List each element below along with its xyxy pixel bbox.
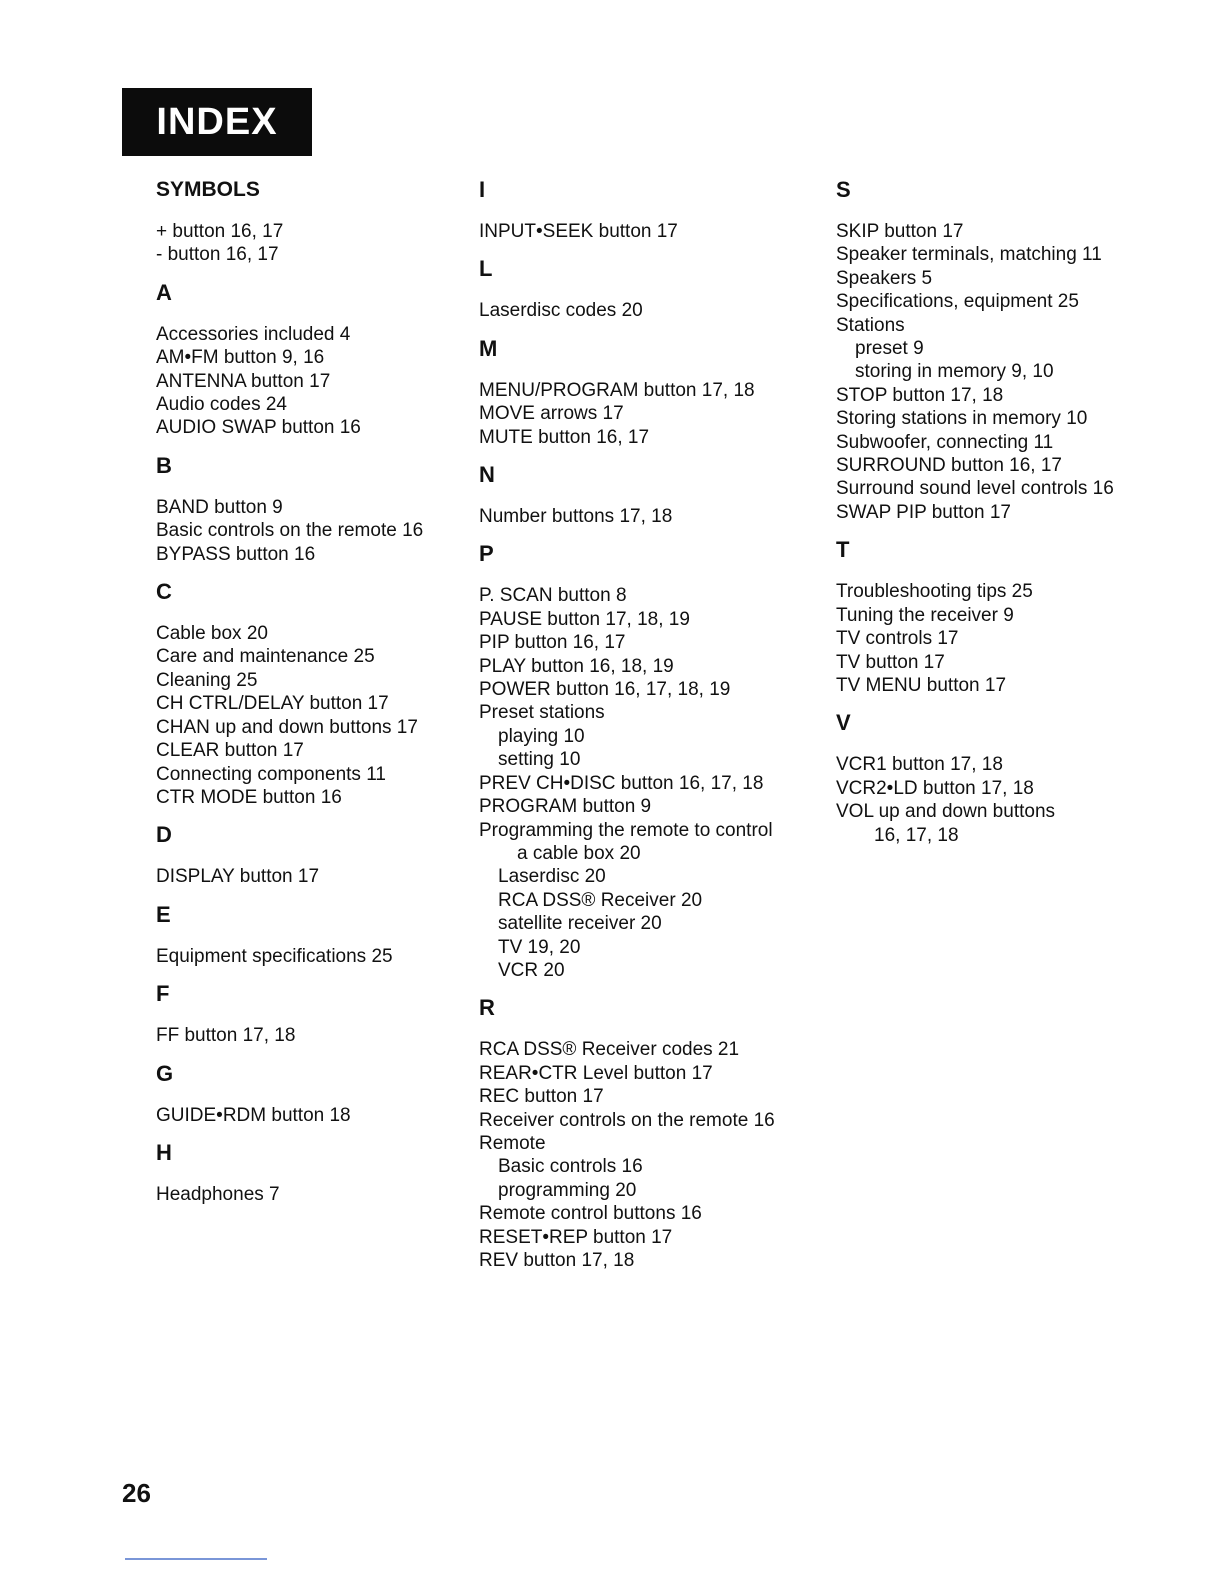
index-entry: INPUT•SEEK button 17: [479, 221, 678, 242]
page-number: 26: [122, 1478, 151, 1508]
index-entry: TV 19, 20: [498, 936, 581, 958]
index-column-2: [479, 176, 824, 1272]
index-entry: CHAN up and down buttons 17: [156, 716, 418, 738]
index-entry: Number buttons 17, 18: [479, 506, 673, 528]
index-entry: PIP button 16, 17: [479, 632, 626, 654]
index-entry: REAR•CTR Level button 17: [479, 1062, 713, 1084]
index-entry: TV MENU button 17: [836, 674, 1007, 696]
section-heading: P: [479, 541, 494, 567]
index-column-3: [836, 176, 1166, 847]
index-entry: Stations: [836, 314, 905, 336]
index-entry: REC button 17: [479, 1086, 604, 1108]
index-entry: MUTE button 16, 17: [479, 426, 650, 448]
index-entry: TV controls 17: [836, 628, 959, 650]
index-section: [156, 279, 456, 440]
index-entry: playing 10: [498, 725, 585, 747]
index-entry: Laserdisc codes 20: [479, 300, 643, 322]
index-entry: MOVE arrows 17: [479, 403, 624, 425]
entry-list: [156, 1104, 456, 1127]
index-entry: BYPASS button 16: [156, 543, 316, 565]
section-heading: G: [156, 1060, 174, 1086]
index-entry: VCR2•LD button 17, 18: [836, 777, 1034, 799]
index-entry: Surround sound level controls 16: [836, 478, 1114, 500]
index-entry: preset 9: [855, 338, 924, 360]
entry-list: [156, 1183, 456, 1206]
index-entry: REV button 17, 18: [479, 1250, 635, 1271]
index-section: [156, 1139, 456, 1206]
section-heading: C: [156, 579, 172, 605]
index-entry: DISPLAY button 17: [156, 866, 320, 888]
index-entry: VOL up and down buttons: [836, 801, 1056, 823]
section-heading: E: [156, 901, 171, 927]
index-section: [156, 901, 456, 968]
index-entry: CH CTRL/DELAY button 17: [156, 693, 389, 715]
index-entry: STOP button 17, 18: [836, 384, 1004, 406]
index-entry: BAND button 9: [156, 496, 283, 518]
index-section: [156, 821, 456, 888]
index-entry: Storing stations in memory 10: [836, 408, 1088, 430]
entry-list: [479, 379, 824, 449]
index-section: [836, 709, 1166, 847]
section-heading: M: [479, 335, 498, 361]
index-section: [156, 1060, 456, 1127]
index-entry: VCR1 button 17, 18: [836, 754, 1003, 776]
index-section: [479, 540, 824, 982]
index-entry: RCA DSS® Receiver 20: [498, 889, 703, 911]
index-entry: 16, 17, 18: [874, 824, 959, 846]
index-entry: setting 10: [498, 749, 581, 771]
entry-list: [156, 1024, 456, 1047]
index-entry: POWER button 16, 17, 18, 19: [479, 679, 731, 701]
index-title-banner: [122, 88, 312, 156]
index-entry: Receiver controls on the remote 16: [479, 1109, 775, 1131]
entry-list: [836, 753, 1166, 847]
index-entry: + button 16, 17: [156, 221, 284, 242]
index-entry: PAUSE button 17, 18, 19: [479, 608, 690, 630]
index-entry: CTR MODE button 16: [156, 786, 342, 808]
index-entry: storing in memory 9, 10: [855, 361, 1054, 383]
section-heading: T: [836, 537, 850, 563]
index-entry: Programming the remote to control: [479, 819, 773, 841]
index-entry: Remote control buttons 16: [479, 1203, 702, 1225]
index-entry: Cleaning 25: [156, 669, 258, 691]
index-section: [836, 536, 1166, 697]
index-entry: AM•FM button 9, 16: [156, 347, 325, 369]
section-heading: I: [479, 177, 486, 202]
entry-list: [479, 1038, 824, 1272]
index-entry: Headphones 7: [156, 1183, 280, 1205]
index-section: [156, 980, 456, 1047]
section-heading: D: [156, 822, 172, 848]
index-entry: SWAP PIP button 17: [836, 501, 1011, 523]
index-entry: FF button 17, 18: [156, 1025, 296, 1047]
index-entry: Specifications, equipment 25: [836, 291, 1079, 313]
index-entry: PLAY button 16, 18, 19: [479, 655, 674, 677]
index-section: [479, 994, 824, 1272]
section-heading: L: [479, 256, 493, 282]
entry-list: [836, 580, 1166, 697]
index-section: [156, 578, 456, 809]
index-entry: Preset stations: [479, 702, 605, 724]
bottom-rule: [125, 1558, 267, 1560]
entry-list: [836, 220, 1166, 524]
index-section: [479, 176, 824, 243]
index-section: [479, 255, 824, 322]
index-entry: RCA DSS® Receiver codes 21: [479, 1039, 740, 1061]
entry-list: [156, 945, 456, 968]
section-heading: N: [479, 462, 495, 488]
index-entry: Speakers 5: [836, 267, 933, 289]
index-entry: Laserdisc 20: [498, 866, 606, 888]
entry-list: [479, 299, 824, 322]
index-section: [156, 176, 456, 267]
index-section: [836, 176, 1166, 524]
index-entry: - button 16, 17: [156, 244, 279, 266]
index-section: [479, 335, 824, 449]
entry-list: [479, 220, 824, 243]
index-entry: SKIP button 17: [836, 221, 964, 242]
index-entry: VCR 20: [498, 959, 565, 981]
index-entry: TV button 17: [836, 651, 945, 673]
section-heading: F: [156, 981, 170, 1007]
index-entry: Basic controls 16: [498, 1156, 643, 1178]
index-section: [479, 461, 824, 528]
index-entry: Care and maintenance 25: [156, 646, 375, 668]
section-heading: H: [156, 1139, 172, 1165]
entry-list: [156, 865, 456, 888]
section-heading: B: [156, 452, 172, 478]
index-entry: SURROUND button 16, 17: [836, 455, 1062, 477]
index-entry: Connecting components 11: [156, 763, 386, 785]
index-entry: CLEAR button 17: [156, 740, 304, 762]
entry-list: [479, 505, 824, 528]
index-column-1: [156, 176, 456, 1206]
index-entry: Cable box 20: [156, 623, 268, 645]
entry-list: [156, 220, 456, 267]
entry-list: [156, 323, 456, 440]
entry-list: [479, 584, 824, 982]
index-entry: Tuning the receiver 9: [836, 604, 1014, 626]
index-entry: AUDIO SWAP button 16: [156, 417, 361, 439]
index-entry: ANTENNA button 17: [156, 370, 331, 392]
index-entry: Audio codes 24: [156, 394, 287, 416]
index-entry: Accessories included 4: [156, 323, 351, 345]
index-entry: PROGRAM button 9: [479, 796, 652, 818]
section-heading: S: [836, 177, 851, 202]
index-entry: PREV CH•DISC button 16, 17, 18: [479, 772, 764, 794]
entry-list: [156, 496, 456, 566]
index-entry: a cable box 20: [517, 842, 641, 864]
index-entry: GUIDE•RDM button 18: [156, 1104, 351, 1126]
page-title: INDEX: [156, 100, 278, 143]
section-heading: SYMBOLS: [156, 178, 260, 201]
index-entry: RESET•REP button 17: [479, 1226, 673, 1248]
index-entry: Troubleshooting tips 25: [836, 581, 1033, 603]
index-entry: MENU/PROGRAM button 17, 18: [479, 379, 755, 401]
index-entry: Equipment specifications 25: [156, 945, 393, 967]
section-heading: R: [479, 995, 495, 1021]
index-entry: Speaker terminals, matching 11: [836, 244, 1102, 266]
index-entry: programming 20: [498, 1179, 637, 1201]
entry-list: [156, 622, 456, 809]
index-entry: Subwoofer, connecting 11: [836, 431, 1054, 453]
index-entry: Basic controls on the remote 16: [156, 520, 424, 542]
section-heading: V: [836, 710, 851, 736]
section-heading: A: [156, 279, 172, 305]
index-entry: P. SCAN button 8: [479, 585, 627, 607]
index-entry: satellite receiver 20: [498, 913, 662, 935]
index-section: [156, 452, 456, 566]
index-entry: Remote: [479, 1132, 546, 1154]
